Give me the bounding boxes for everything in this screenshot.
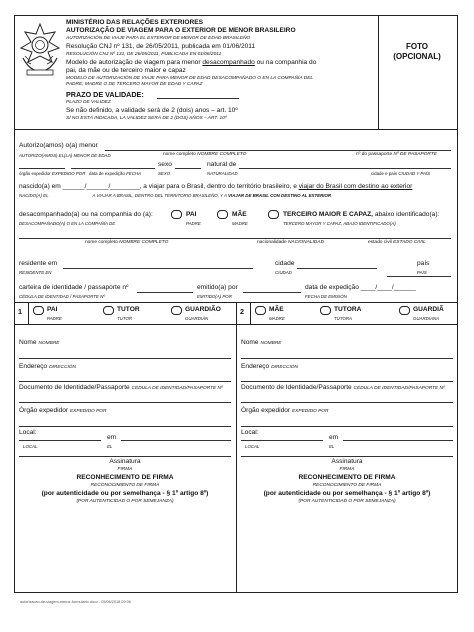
signer2-issuer-field[interactable] (241, 426, 453, 427)
id-document-label: carteira de identidade / passaporte nº (19, 284, 129, 291)
option-pai-label: PAI (186, 211, 197, 218)
signer1-issuer-label: Órgão expedidor EXPEDIDO POR (19, 407, 107, 414)
pais-label-es: PAÍS (417, 270, 427, 275)
third-name-caption: nome completo NOMBRE COMPLETO (85, 240, 169, 245)
pais-label: país (417, 260, 430, 267)
footer-filename: autorizacao-de-viagem-menor-formulario.docx - 05/06/2018 09:06 (20, 600, 131, 604)
issue-date-label-es: FECHA DE EMISIÓN (305, 294, 347, 299)
checkbox-signer1-tutor[interactable] (103, 306, 114, 315)
checkbox-mae[interactable] (217, 210, 228, 219)
col1-number: 1 (18, 307, 22, 316)
signer1-signature-label: Assinatura (109, 458, 141, 465)
checkbox-terceiro[interactable] (268, 210, 279, 219)
model-description-2: pai, da mãe ou de terceiro maior e capaz (66, 67, 186, 74)
natural-de-label: natural de (207, 161, 237, 168)
residence-city-field[interactable] (297, 268, 377, 269)
autorizo-label-es: AUTORIZO(AMOS) EL(LA) MENOR DE EDAD (19, 153, 111, 158)
travel-authorization-form (14, 15, 458, 593)
checkbox-signer2-guardia[interactable] (399, 306, 410, 315)
signer2-issuer-label: Órgão expedidor EXPEDIDO POR (241, 407, 329, 414)
signer1-name-label: Nome NOMBRE (19, 339, 60, 346)
signer1-name-field[interactable] (19, 358, 231, 359)
checkbox-pai[interactable] (171, 210, 182, 219)
signer1-tutor-label: TUTOR (117, 306, 140, 313)
signer2-local-label: Local: (241, 429, 259, 436)
option-terceiro-label-es: TERCERO MAYOR Y CAPAZ, ABAJO IDENTIFICADO(A) (283, 221, 396, 226)
model-description: Modelo de autorização de viagem para menor desacompanhado ou na companhia do (66, 59, 317, 66)
minor-passport-date-field[interactable] (71, 168, 155, 169)
checkbox-signer1-guardiao[interactable] (171, 306, 182, 315)
signer2-name-field[interactable] (241, 358, 453, 359)
accompaniment-label: desacompanhado(a) ou na companhia do (a): (19, 211, 153, 218)
coat-of-arms-emblem (19, 22, 61, 80)
signer1-recognition-title: RECONHECIMENTO DE FIRMA (76, 474, 174, 481)
city-country-caption: cidade e país CIUDAD Y PAÍS (371, 171, 431, 176)
signer2-local-label-es: LOCAL (245, 444, 260, 449)
sexo-label: sexo (158, 161, 172, 168)
cidade-label-es: CIUDAD (275, 270, 292, 275)
signer1-authenticity-note-es: (POR AUTENTICIDAD O POR SEMEJANZA) (76, 499, 174, 504)
signer1-address-label: Endereço DIRECCIÓN (19, 363, 76, 370)
photo-label: FOTO (405, 42, 429, 51)
emitido-label-es: EMITIDO(A) POR (197, 294, 232, 299)
issue-date-caption: data de expedição FECHA (89, 171, 142, 176)
residente-label: residente em (19, 260, 58, 267)
minor-passport-caption: nº do passaporte Nº DE PASAPORTE (356, 152, 437, 157)
naturalidad-caption-es: NATURALIDAD (207, 171, 238, 176)
signer1-tutor-label-es: TUTOR (117, 316, 133, 321)
signer1-guardiao-label: GUARDIÃO (185, 306, 221, 313)
signer2-date-field[interactable] (343, 440, 453, 441)
signer1-local-label: Local: (19, 429, 37, 436)
ministry-title: MINISTÉRIO DAS RELAÇÕES EXTERIORES (66, 19, 204, 26)
minor-name-field[interactable] (105, 150, 451, 151)
minor-birthplace-field[interactable] (239, 168, 451, 169)
signer2-address-field[interactable] (241, 381, 453, 382)
validity-label-es: PLAZO DE VALIDEZ (66, 100, 111, 105)
birth-date-label-es: NACIDO(A) EL A VIAJAR A BRASIL, DENTRO DEL TERRITORIO BRASILEÑO, Y A VIAJAR DE BRASIL CON DESTINO AL EXTERIOR (19, 193, 332, 198)
sex-caption-es: SEXO (158, 171, 171, 176)
validity-field[interactable] (157, 98, 239, 99)
emitido-label: emitido(a) por (197, 284, 238, 291)
signer2-authenticity-note-es: (POR AUTENTICIDAD O POR SEMEJANZA) (298, 499, 396, 504)
signer2-authenticity-note: (por autenticidade ou por semelhança - § 1º artigo 8º) (263, 490, 431, 497)
signer2-tutora-label: TUTORA (334, 306, 362, 313)
issuer-caption: órgão expedidor EXPEDIDO POR (19, 171, 86, 176)
signer1-recognition-title-es: RECONOCIMIENTO DE FIRMA (90, 483, 160, 488)
minor-passport-issuer-field[interactable] (19, 168, 65, 169)
id-document-field[interactable] (137, 292, 193, 293)
signer2-name-label: Nome NOMBRE (241, 339, 282, 346)
signer2-document-field[interactable] (241, 402, 453, 403)
third-civil-status-caption: estado civil ESTADO CIVIL (368, 240, 426, 245)
signer2-tutora-label-es: TUTORA (334, 316, 352, 321)
option-mae-label: MÃE (232, 211, 247, 218)
validity-label: PRAZO DE VALIDADE: (66, 90, 144, 99)
photo-optional-label: (OPCIONAL) (393, 52, 441, 61)
signer2-address-label: Endereço DIRECCIÓN (241, 363, 298, 370)
signer1-pai-label-es: PADRE (47, 316, 62, 321)
cidade-label: cidade (275, 260, 295, 267)
signer1-document-label: Documento de Identidade/Passaporte CÉDULA DE IDENTIDAD/PASAPORTE Nº (19, 384, 223, 391)
residente-label-es: RESIDENTE EN (19, 270, 52, 275)
signer2-local-field[interactable] (241, 440, 323, 441)
model-description-es-1: MODELO DE AUTORIZACIÓN DE VIAJE PARA MENOR DE EDAD DESACOMPAÑADO O EN LA COMPAÑÍA DEL (66, 76, 314, 81)
signer2-signature-label: Assinatura (331, 458, 363, 465)
model-description-es-2: PADRE, MADRE O DE TERCERO MAYOR DE EDAD Y CAPAZ (66, 82, 203, 87)
validity-default: Se não definido, a validade será de 2 (dois) anos – art. 10º (66, 107, 238, 114)
signer1-document-field[interactable] (19, 402, 231, 403)
checkbox-signer1-pai[interactable] (33, 306, 44, 315)
signer1-pai-label: PAI (47, 306, 58, 313)
birth-date-label: nascido(a) em ______/______/________, a viajar para o Brasil, dentro do território brasileiro, e viajar do Brasil com destino ao exterior (19, 183, 413, 190)
accompaniment-label-es: DESACOMPAÑADO(A) O EN LA COMPAÑÍA DE (19, 221, 116, 226)
signer2-document-label: Documento de Identidade/Passaporte CÉDULA DE IDENTIDAD/PASAPORTE Nº (241, 384, 445, 391)
option-terceiro-label: TERCEIRO MAIOR E CAPAZ, abaixo identificado(a): (283, 211, 440, 218)
signer2-guardia-label: GUARDIÃ (413, 306, 444, 313)
signer1-local-field[interactable] (19, 440, 101, 441)
signer1-issuer-field[interactable] (19, 426, 231, 427)
signer1-address-field[interactable] (19, 381, 231, 382)
signer2-signature-field[interactable] (241, 456, 453, 457)
validity-default-es: SÍ NO ESTÁ INDICADA, LA VALIDEZ SERÁ DE 2 (DOS) AÑOS – ART. 10º (66, 116, 227, 121)
signer2-mae-label-es: MADRE (269, 316, 285, 321)
signer1-authenticity-note: (por autenticidade ou por semelhança - § 1º artigo 8º) (41, 490, 209, 497)
id-document-label-es: CÉDULA DE IDENTIDAD / PASAPORTE Nº (19, 294, 105, 299)
third-nationality-caption: nacionalidade NACIONALIDAD (257, 240, 324, 245)
form-title-es: AUTORIZACIÓN DE VIAJE PARA EL EXTERIOR DE MENOR DE EDAD BRASILEÑO (66, 36, 251, 41)
option-pai-label-es: PADRE (186, 221, 201, 226)
residence-address-field[interactable] (63, 268, 253, 269)
resolution-text: Resolução CNJ nº 131, de 26/05/2011, publicada em 01/06/2011 (66, 43, 256, 50)
signer1-em-label-es: EL (107, 444, 113, 449)
signer2-em-label-es: EL (329, 444, 335, 449)
form-title: AUTORIZAÇÃO DE VIAGEM PARA O EXTERIOR DE MENOR BRASILEIRO (66, 27, 296, 34)
signer2-recognition-title: RECONHECIMENTO DE FIRMA (298, 474, 396, 481)
signer2-guardia-label-es: GUARDIANA (413, 316, 440, 321)
signer2-recognition-title-es: RECONOCIMIENTO DE FIRMA (312, 483, 382, 488)
minor-sex-field[interactable] (175, 168, 201, 169)
signer1-guardiao-label-es: GUARDIÁN (185, 316, 209, 321)
option-mae-label-es: MADRE (232, 221, 248, 226)
minor-name-caption: nome completo NOMBRE COMPLETO (163, 152, 247, 157)
resolution-text-es: RESOLUCIÓN CNJ Nº 131, DE 26/05/2011, PUBLICADA EN 01/06/2011 (66, 52, 222, 57)
residence-country-field[interactable] (387, 276, 451, 277)
signer2-em-label: em (329, 434, 339, 441)
signer1-local-label-es: LOCAL (23, 444, 38, 449)
third-party-name-field[interactable] (19, 238, 451, 239)
issue-date-label: data de expedição ____/____/______ (305, 284, 416, 291)
signer1-signature-label-es: FIRMA (117, 467, 133, 472)
checkbox-signer2-tutora[interactable] (320, 306, 331, 315)
signer1-date-field[interactable] (121, 440, 231, 441)
signer1-signature-field[interactable] (19, 456, 231, 457)
signer2-signature-label-es: FIRMA (339, 467, 355, 472)
autorizo-label: Autorizo(amos) o(a) menor (19, 142, 98, 149)
col2-number: 2 (240, 307, 244, 316)
issued-by-field[interactable] (243, 292, 301, 293)
signer1-em-label: em (107, 434, 117, 441)
signer2-mae-label: MÃE (269, 306, 284, 313)
checkbox-signer2-mae[interactable] (255, 306, 266, 315)
